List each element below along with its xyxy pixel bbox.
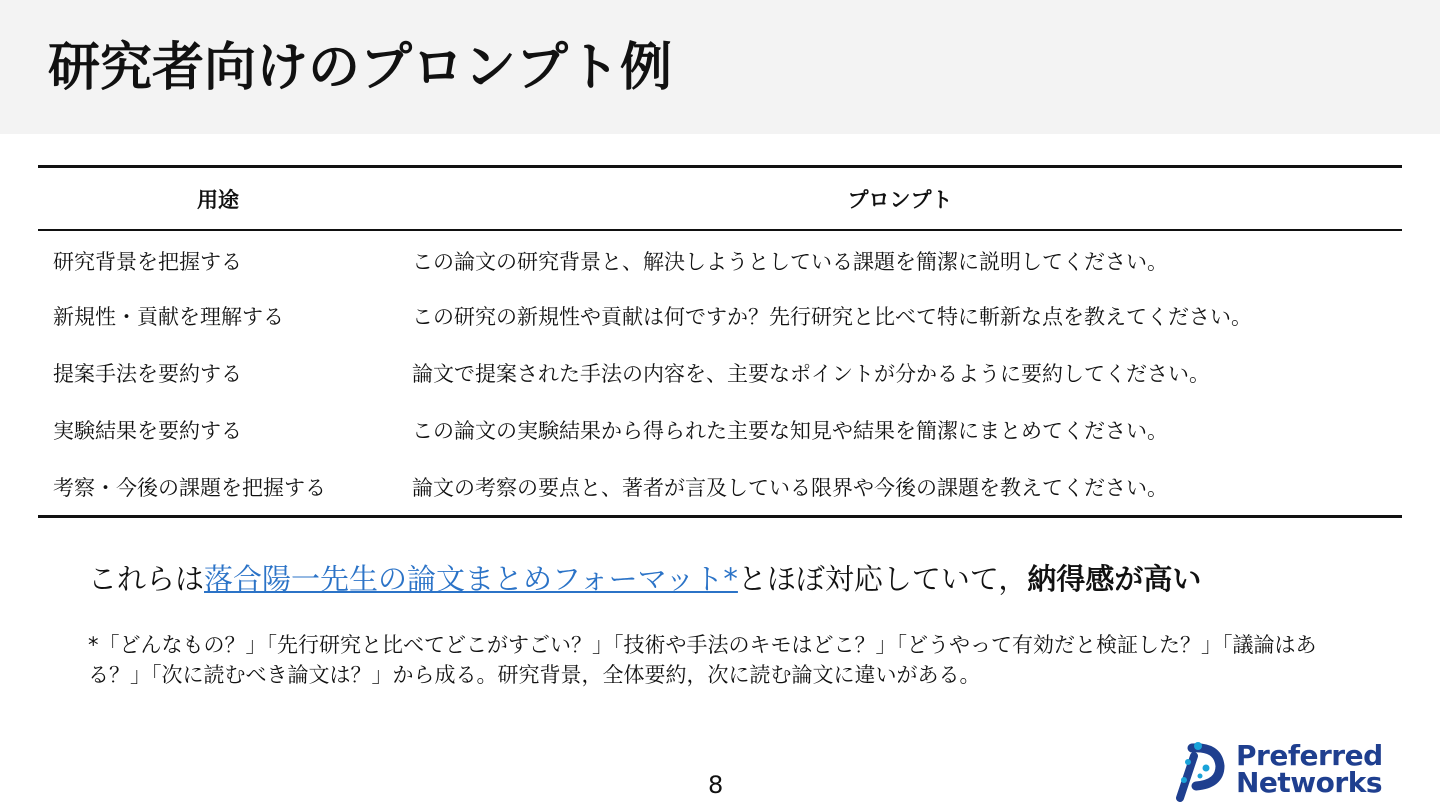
use-cell: 新規性・貢献を理解する <box>53 304 284 329</box>
logo-wordmark <box>1236 739 1383 799</box>
note-middle: とほぼ対応していて， <box>737 562 1028 596</box>
header-prompt: プロンプト <box>398 168 1402 230</box>
prompt-cell: この研究の新規性や貢献は何ですか？先行研究と比べて特に斬新な点を教えてください。 <box>412 304 1252 329</box>
prompt-table <box>38 165 1402 518</box>
prompt-cell: 論文の考察の要点と、著者が言及している限界や今後の課題を教えてください。 <box>412 475 1168 500</box>
table-row <box>38 458 1402 515</box>
table-row <box>38 401 1402 458</box>
use-cell: 考察・今後の課題を把握する <box>53 475 326 500</box>
table-row <box>38 230 1402 287</box>
slide-title: 研究者向けのプロンプト例 <box>48 38 673 98</box>
use-cell: 研究背景を把握する <box>53 250 242 274</box>
logo-line-2: Networks <box>1236 766 1383 799</box>
format-reference-link[interactable]: 落合陽一先生の論文まとめフォーマット* <box>204 562 738 596</box>
footnote: *「どんなもの？」「先行研究と比べてどこがすごい？」「技術や手法のキモはどこ？」「どうやって有効だと検証した？」「議論はある？」「次に読むべき論文は？」から成る。研究背景，全体要約，次に読む論文に違いがある。 <box>88 633 1317 687</box>
logo-line-1: Preferred <box>1236 739 1383 772</box>
preferred-networks-logo <box>1170 740 1420 802</box>
use-cell: 提案手法を要約する <box>53 361 242 386</box>
summary-note <box>88 558 1201 600</box>
table-header-row <box>38 168 1402 230</box>
prompt-cell: 論文で提案された手法の内容を、主要なポイントが分かるように要約してください。 <box>412 361 1210 386</box>
pfn-logo-mark-icon <box>1170 740 1236 802</box>
note-emphasis: 納得感が高い <box>1027 562 1202 596</box>
header-use: 用途 <box>38 168 398 230</box>
use-cell: 実験結果を要約する <box>53 418 242 443</box>
table-row <box>38 287 1402 344</box>
table-row <box>38 344 1402 401</box>
title-bar <box>0 0 1440 134</box>
note-prefix: これらは <box>88 562 205 596</box>
page-number: 8 <box>708 771 724 799</box>
prompt-cell: この論文の実験結果から得られた主要な知見や結果を簡潔にまとめてください。 <box>412 418 1168 443</box>
prompt-cell: この論文の研究背景と、解決しようとしている課題を簡潔に説明してください。 <box>412 250 1168 274</box>
